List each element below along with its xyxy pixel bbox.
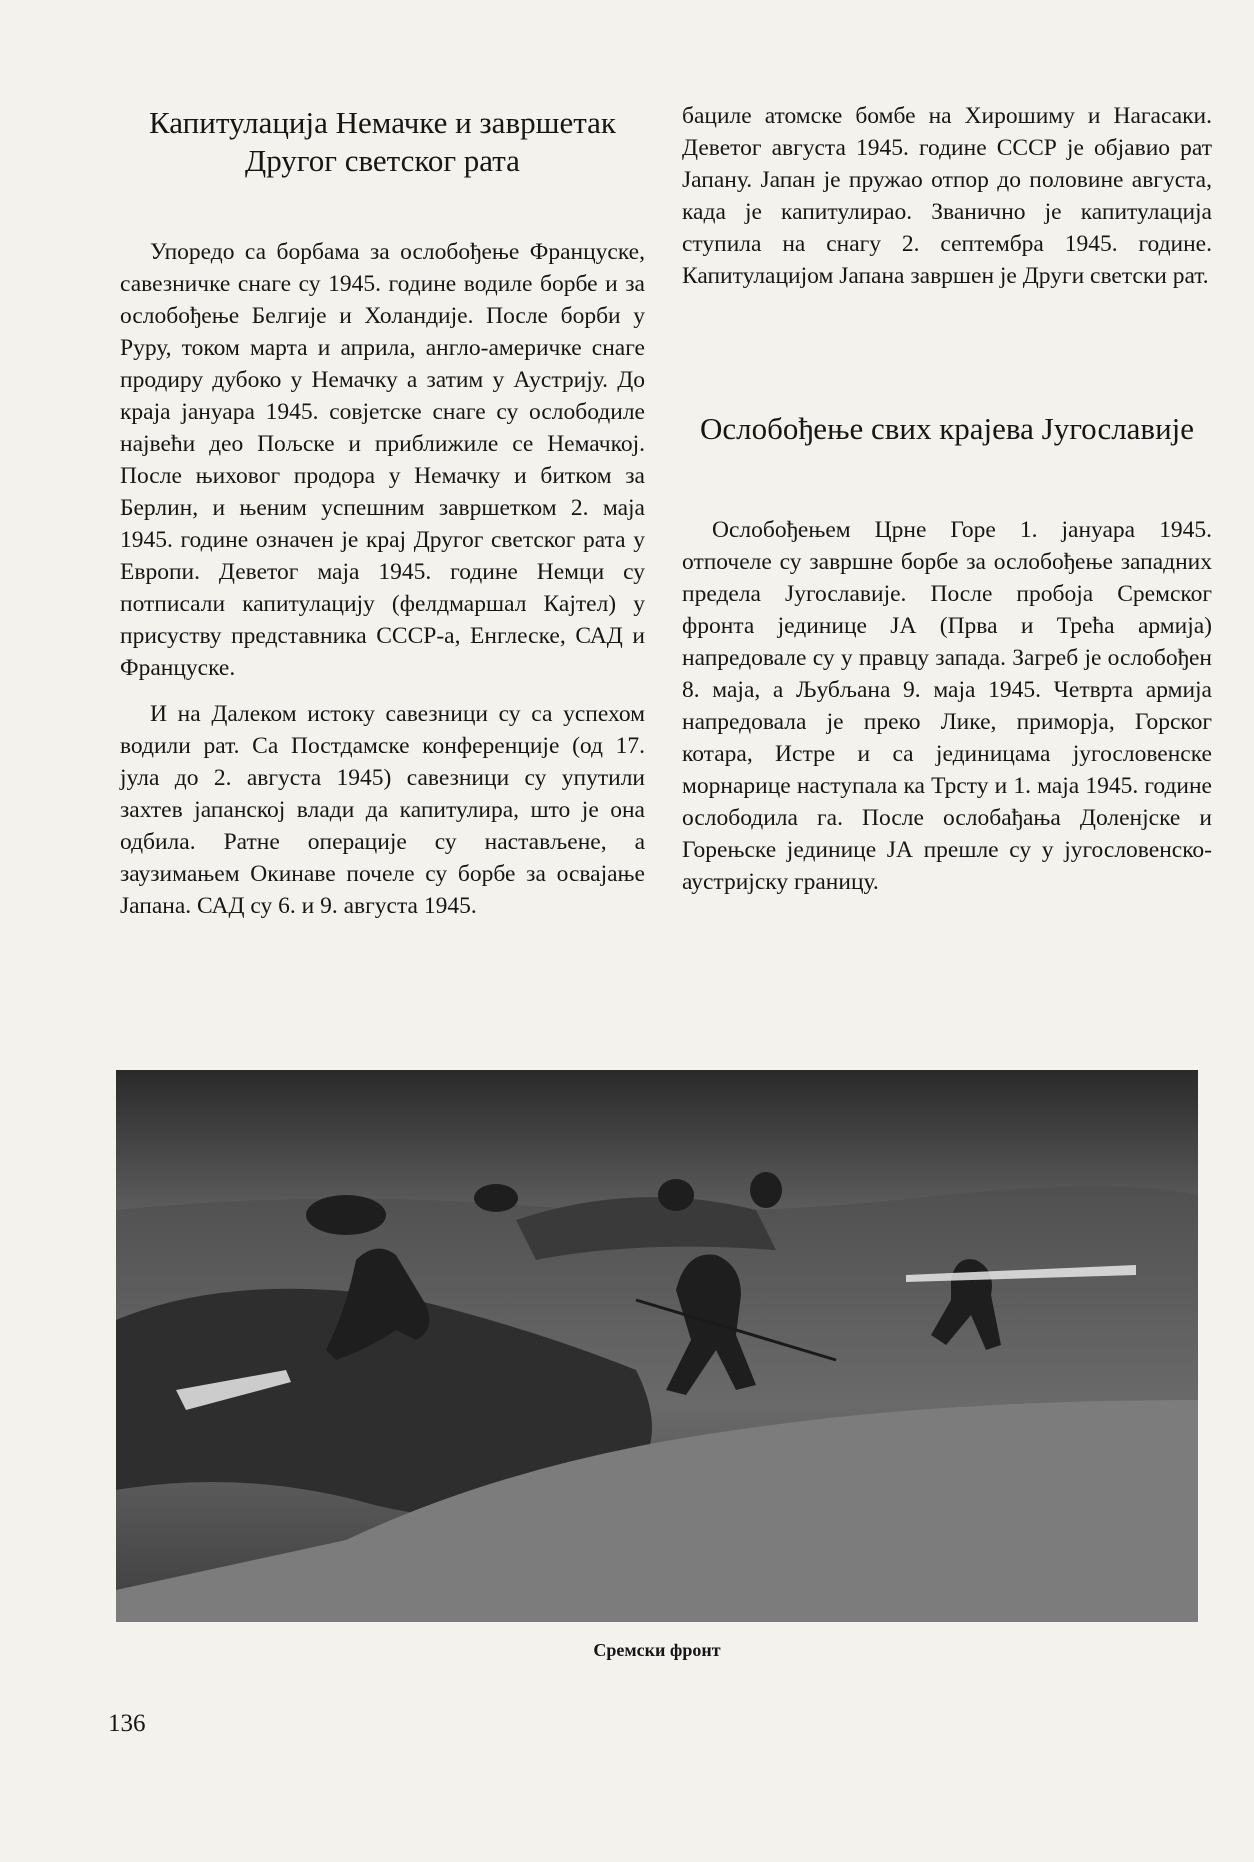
body-paragraph-continuation: бациле атомске бомбе на Хирошиму и Нагасаки. Деветог августа 1945. године СССР је објавио рат Јапану. Јапан је пружао отпор до половине августа, када је капитулирао. Званично је капитулација ступила на снагу 2. септембра 1945. године. Капитулацијом Јапана завршен је Други светски рат. <box>682 103 1212 289</box>
war-photograph <box>116 1070 1198 1622</box>
section-heading-capitulation: Капитулација Немачке и завршетак Другог светског рата <box>149 105 616 178</box>
right-column <box>682 100 1212 898</box>
page-number: 136 <box>108 1710 146 1737</box>
body-paragraph: Ослобођењем Црне Горе 1. јануара 1945. отпочеле су завршне борбе за ослобођење западних предела Југославије. После пробоја Сремског фронта јединице ЈА (Прва и Трећа армија) напредовале су у правцу запада. Загреб је ослобођен 8. маја, а Љубљана 9. маја 1945. Четврта армија напредовала је преко Лике, приморја, Горског котара, Истре и са јединицама југословенске морнарице наступала ка Трсту и 1. маја 1945. године ослободила га. После ослобађања Доленјске и Горењске јединице ЈА прешле су у југословенско-аустријску границу. <box>682 517 1212 895</box>
photo-caption: Сремски фронт <box>593 1640 721 1660</box>
body-paragraph: И на Далеком истоку савезници су са успехом водили рат. Са Постдамске конференције (од 17. јула до 2. августа 1945) савезници су упутили захтев јапанској влади да капитулира, што је она одбила. Ратне операције су настављене, а заузимањем Окинаве почеле су борбе за освајање Јапана. САД су 6. и 9. августа 1945. <box>120 701 645 919</box>
left-column <box>120 100 645 922</box>
body-paragraph: Упоредо са борбама за ослобођење Француске, савезничке снаге су 1945. године водиле борбе и за ослобођење Белгије и Холандије. После борби у Руру, током марта и априла, англо-америчке снаге продиру дубоко у Немачку а затим у Аустрију. До краја јануара 1945. совјетске снаге су ослободиле највећи део Пољске и приближиле се Немачкој. После њиховог продора у Немачку и битком за Берлин, и њеним успешним завршетком 2. маја 1945. године означен је крај Другог светског рата у Европи. Деветог маја 1945. године Немци су потписали капитулацију (фелдмаршал Кајтел) у присуству представника СССР-а, Енглеске, САД и Француске. <box>120 239 645 681</box>
section-heading-liberation: Ослобођење свих крајева Југославије <box>699 411 1195 446</box>
photo-image <box>116 1070 1198 1622</box>
